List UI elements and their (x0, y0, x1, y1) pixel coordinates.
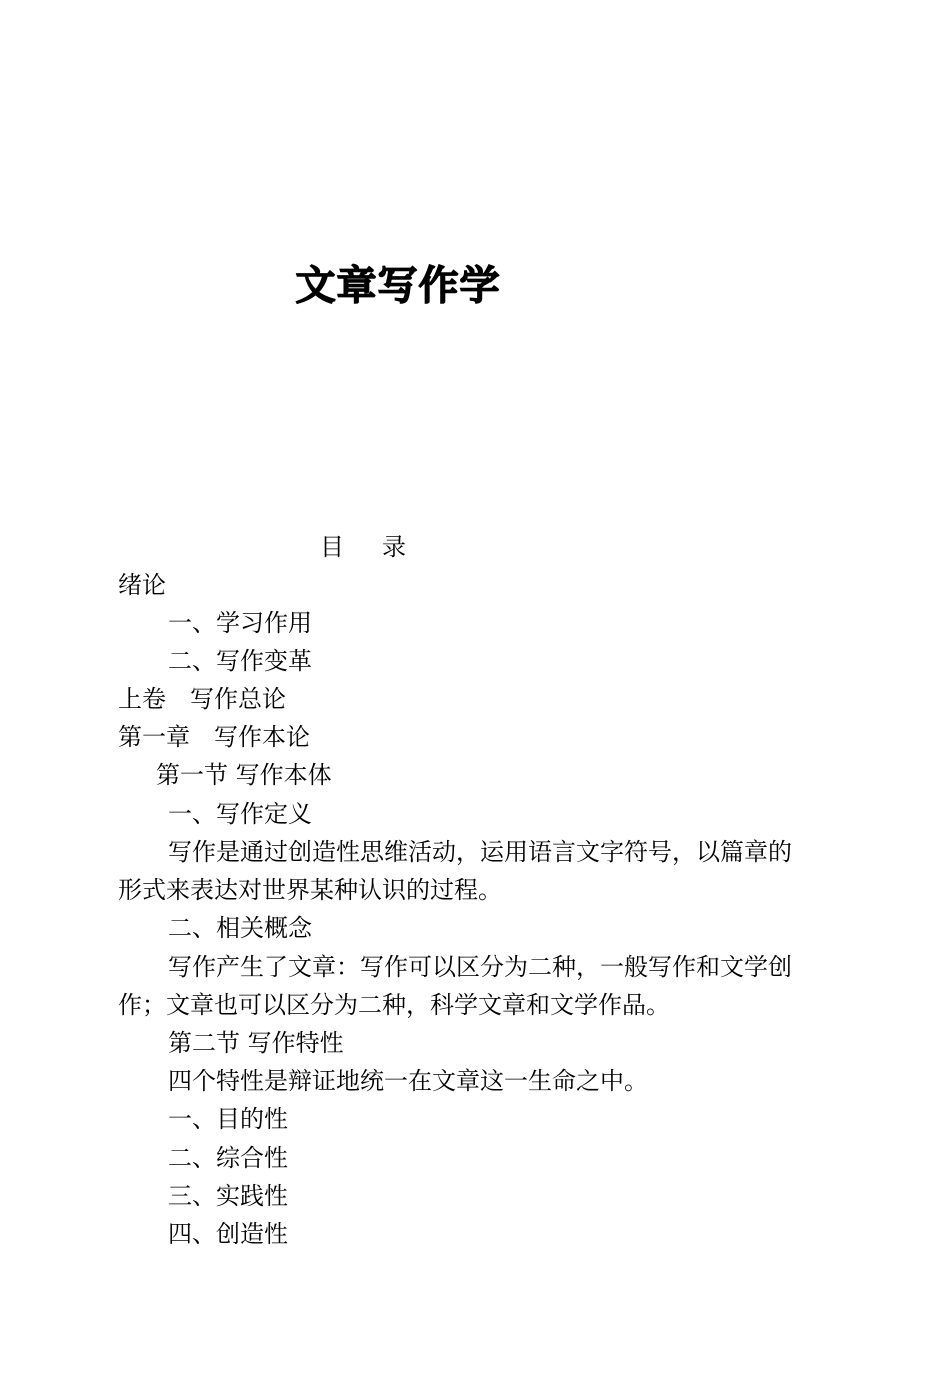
paragraph-concepts-line-2: 作；文章也可以区分为二种，科学文章和文学作品。 (118, 991, 670, 1019)
toc-item-writing-reform: 二、写作变革 (168, 647, 312, 675)
toc-item-volume-1: 上卷 写作总论 (118, 685, 286, 713)
paragraph-concepts-line-1: 写作产生了文章：写作可以区分为二种，一般写作和文学创 (168, 953, 792, 981)
paragraph-definition-line-2: 形式来表达对世界某种认识的过程。 (118, 876, 502, 904)
toc-item-chapter-1: 第一章 写作本论 (118, 723, 310, 751)
toc-item-comprehensiveness: 二、综合性 (168, 1144, 288, 1172)
toc-item-definition: 一、写作定义 (168, 800, 312, 828)
paragraph-characteristics: 四个特性是辩证地统一在文章这一生命之中。 (168, 1067, 648, 1095)
toc-heading (320, 530, 406, 564)
toc-item-purposiveness: 一、目的性 (168, 1105, 288, 1133)
toc-item-related-concepts: 二、相关概念 (168, 914, 312, 942)
document-title: 文章写作学 (295, 263, 501, 309)
toc-item-section-1: 第一节 写作本体 (156, 761, 332, 789)
toc-item-intro: 绪论 (118, 571, 166, 599)
toc-heading-char-2: 录 (382, 533, 406, 561)
toc-item-study-role: 一、学习作用 (168, 609, 312, 637)
paragraph-definition-line-1: 写作是通过创造性思维活动，运用语言文字符号，以篇章的 (168, 838, 792, 866)
toc-item-practicality: 三、实践性 (168, 1182, 288, 1210)
toc-heading-char-1: 目 (320, 533, 344, 561)
toc-item-creativity: 四、创造性 (168, 1220, 288, 1248)
toc-item-section-2: 第二节 写作特性 (168, 1029, 344, 1057)
